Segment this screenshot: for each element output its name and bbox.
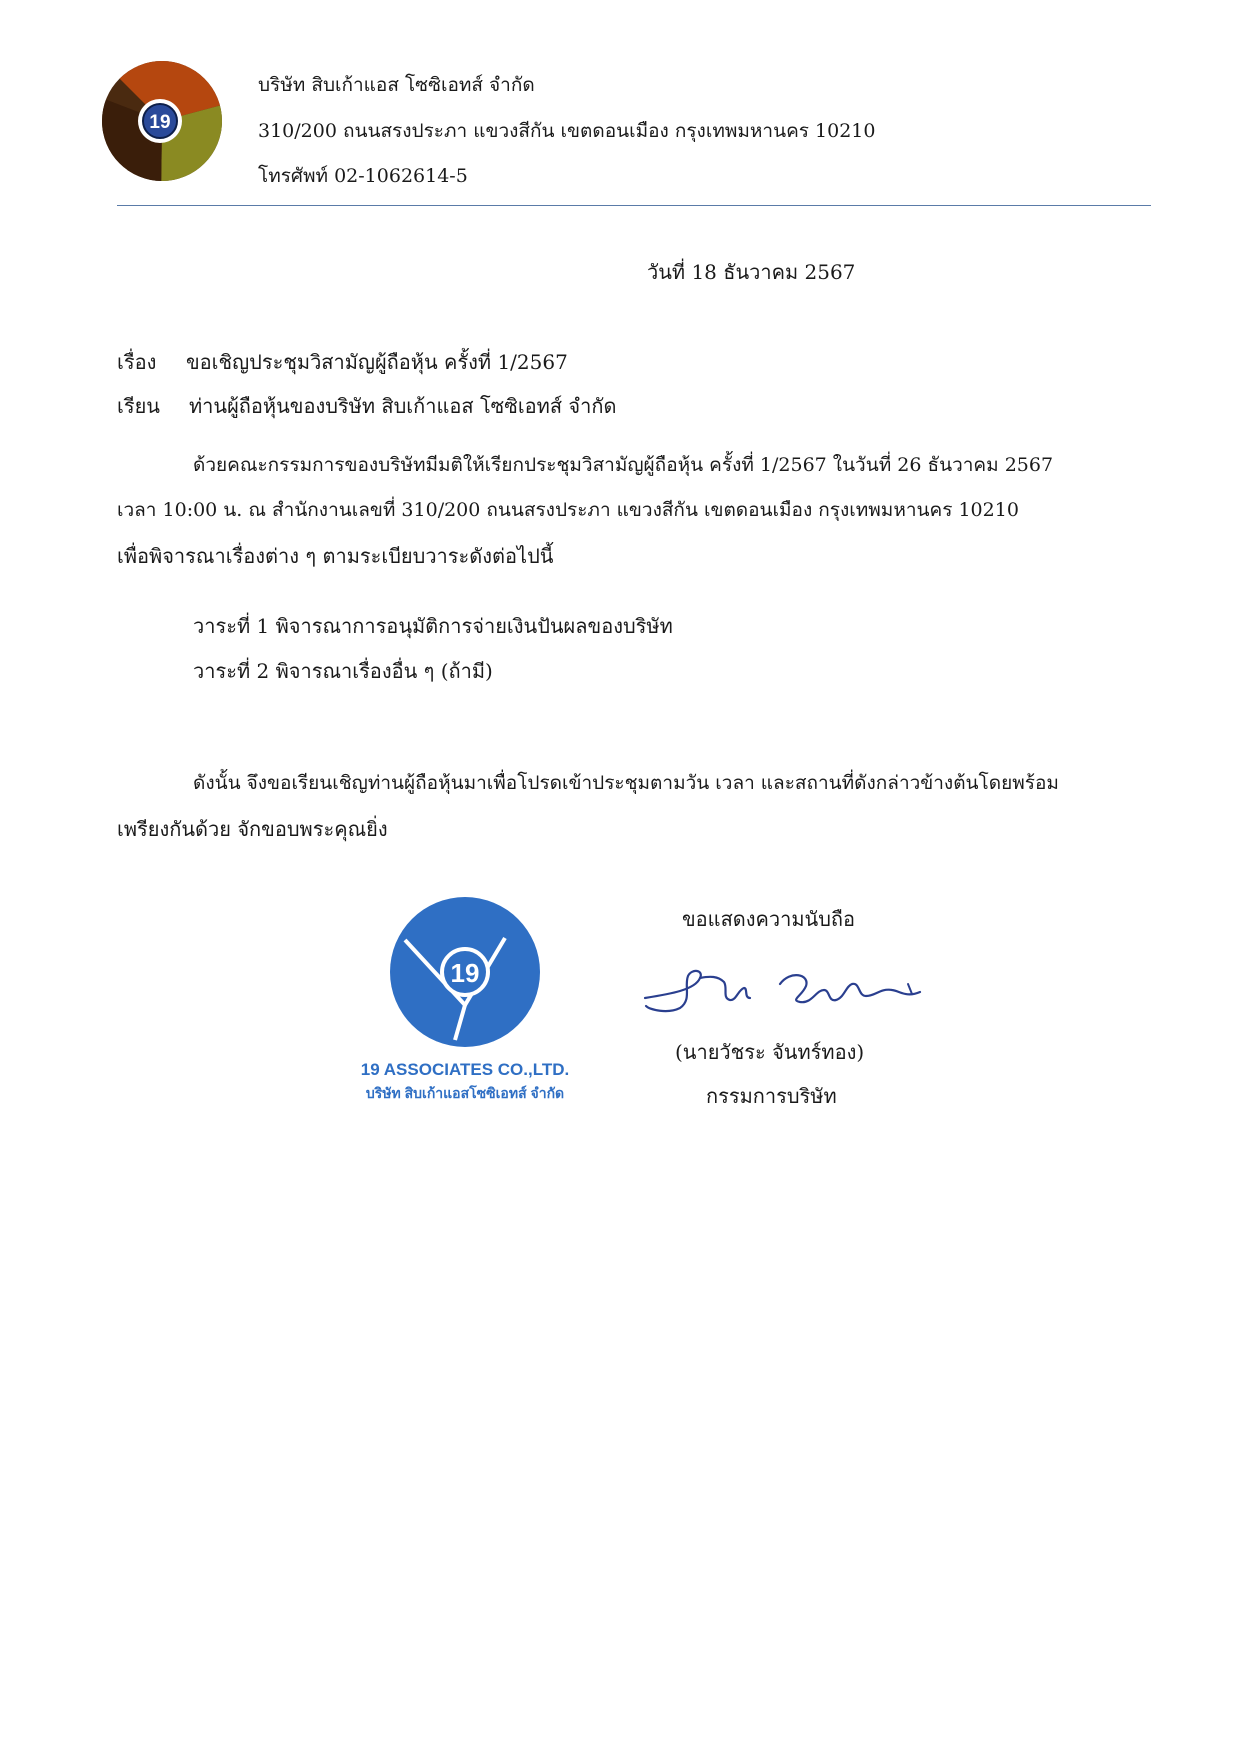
company-address: 310/200 ถนนสรงประภา แขวงสีกัน เขตดอนเมือง กรุงเทพมหานคร 10210	[258, 120, 876, 142]
signer-title: กรรมการบริษัท	[706, 1084, 837, 1108]
stamp-name-en: 19 ASSOCIATES CO.,LTD.	[360, 1060, 570, 1079]
company-phone: โทรศัพท์ 02-1062614-5	[258, 165, 468, 187]
logo-number: 19	[149, 112, 171, 133]
regards-text: ขอแสดงความนับถือ	[682, 907, 856, 931]
stamp-name-th: บริษัท สิบเก้าแอสโซซิเอทส์ จำกัด	[365, 1085, 565, 1101]
recipient-text: ท่านผู้ถือหุ้นของบริษัท สิบเก้าแอส โซซิเอทส์ จำกัด	[189, 394, 617, 418]
recipient-label: เรียน	[117, 394, 160, 418]
body-line-2: เวลา 10:00 น. ณ สำนักงานเลขที่ 310/200 ถนนสรงประภา แขวงสีกัน เขตดอนเมือง กรุงเทพมหานคร 10210	[117, 499, 1019, 521]
company-logo	[101, 60, 223, 182]
closing-line-1: ดังนั้น จึงขอเรียนเชิญท่านผู้ถือหุ้นมาเพื่อโปรดเข้าประชุมตามวัน เวลา และสถานที่ดังกล่าวข้างต้นโดยพร้อม	[193, 772, 1059, 794]
stamp-number: 19	[450, 958, 480, 988]
subject-label: เรื่อง	[117, 350, 157, 374]
agenda-item-2: วาระที่ 2 พิจารณาเรื่องอื่น ๆ (ถ้ามี)	[193, 659, 493, 683]
agenda-item-1: วาระที่ 1 พิจารณาการอนุมัติการจ่ายเงินปันผลของบริษัท	[193, 614, 673, 638]
letter-date: วันที่ 18 ธันวาคม 2567	[647, 260, 856, 284]
closing-line-2: เพรียงกันด้วย จักขอบพระคุณยิ่ง	[117, 817, 388, 841]
body-line-1: ด้วยคณะกรรมการของบริษัทมีมติให้เรียกประชุมวิสามัญผู้ถือหุ้น ครั้งที่ 1/2567 ในวันที่ 26 ธันวาคม 2567	[193, 454, 1054, 476]
body-line-3: เพื่อพิจารณาเรื่องต่าง ๆ ตามระเบียบวาระดังต่อไปนี้	[117, 544, 554, 568]
header-divider	[117, 205, 1151, 206]
subject-text: ขอเชิญประชุมวิสามัญผู้ถือหุ้น ครั้งที่ 1/2567	[186, 350, 568, 374]
signer-name: (นายวัชระ จันทร์ทอง)	[675, 1040, 865, 1064]
company-name: บริษัท สิบเก้าแอส โซซิเอทส์ จำกัด	[258, 74, 535, 96]
company-stamp	[305, 890, 625, 1120]
signature	[640, 960, 930, 1020]
